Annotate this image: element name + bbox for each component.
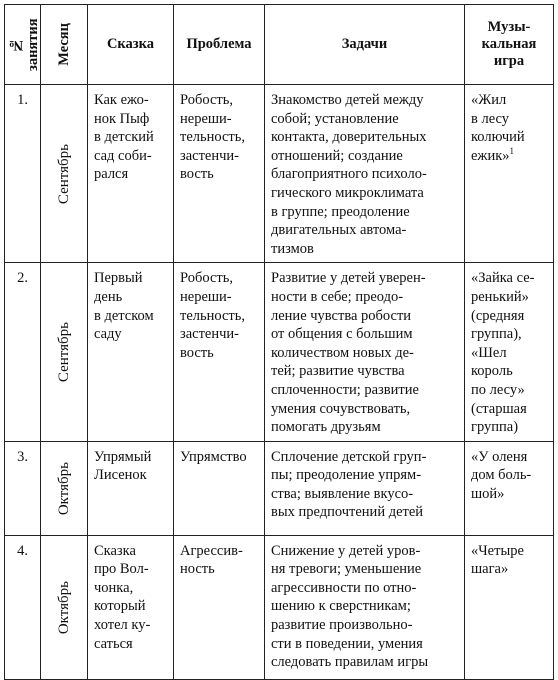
row-tale: Упрямый Лисенок <box>88 441 174 535</box>
header-number-label: № занятия <box>8 18 41 71</box>
row-tale: Первый день в детском саду <box>88 263 174 441</box>
row-game: «Четыре шага» <box>465 535 554 679</box>
row-game: «Зайка се- ренький» (средняя группа), «Шел король по лесу» (старшая группа) <box>465 263 554 441</box>
header-tasks: Задачи <box>265 5 465 85</box>
row-number: 1. <box>5 85 41 263</box>
row-month-cell <box>41 535 88 679</box>
header-month-label: Месяц <box>55 23 72 66</box>
row-month-cell <box>41 263 88 441</box>
row-tale: Сказка про Вол- чонка, который хотел ку- саться <box>88 535 174 679</box>
row-game: «У оленя дом боль- шой» <box>465 441 554 535</box>
header-game: Музы- кальная игра <box>465 5 554 85</box>
row-number: 2. <box>5 263 41 441</box>
row-tasks: Знакомство детей между собой; установление контакта, доверительных отношений; создание благоприятного психоло- гического микроклимата в группе; преодоление двигательных автома- тизмов <box>265 85 465 263</box>
row-problem: Робость, нереши- тельность, застенчи- вость <box>174 263 265 441</box>
header-number <box>5 5 41 85</box>
header-tale: Сказка <box>88 5 174 85</box>
row-tale: Как ежо- нок Пыф в детский сад соби- рался <box>88 85 174 263</box>
table-row <box>5 263 554 441</box>
row-problem: Упрямство <box>174 441 265 535</box>
table-row <box>5 441 554 535</box>
row-month-cell <box>41 85 88 263</box>
row-number: 4. <box>5 535 41 679</box>
row-tasks: Снижение у детей уров- ня тревоги; уменьшение агрессивности по отно- шению к сверстникам; развитие произвольно- сти в поведении, умения следовать правилам игры <box>265 535 465 679</box>
row-tasks: Сплочение детской груп- пы; преодоление упрям- ства; выявление вкусо- вых предпочтений детей <box>265 441 465 535</box>
row-month: Октябрь <box>55 461 72 515</box>
row-month: Сентябрь <box>55 321 72 383</box>
header-month <box>41 5 88 85</box>
row-game-cell <box>465 85 554 263</box>
row-month: Сентябрь <box>55 143 72 204</box>
row-game: «Жил в лесу колючий ежик» <box>471 92 525 164</box>
header-row <box>5 5 554 85</box>
header-problem: Проблема <box>174 5 265 85</box>
row-number: 3. <box>5 441 41 535</box>
row-problem: Агрессив- ность <box>174 535 265 679</box>
table-row <box>5 85 554 263</box>
row-problem: Робость, нереши- тельность, застенчи- вость <box>174 85 265 263</box>
lesson-plan-table <box>4 4 554 680</box>
table-row <box>5 535 554 679</box>
row-tasks: Развитие у детей уверен- ности в себе; преодо- ление чувства робости от общения с большим количеством новых де- тей; развитие чувства сплоченности; развитие умения сочувствовать, помогать друзьям <box>265 263 465 441</box>
row-month-cell <box>41 441 88 535</box>
row-month: Октябрь <box>55 580 72 634</box>
footnote-mark: 1 <box>509 145 515 156</box>
